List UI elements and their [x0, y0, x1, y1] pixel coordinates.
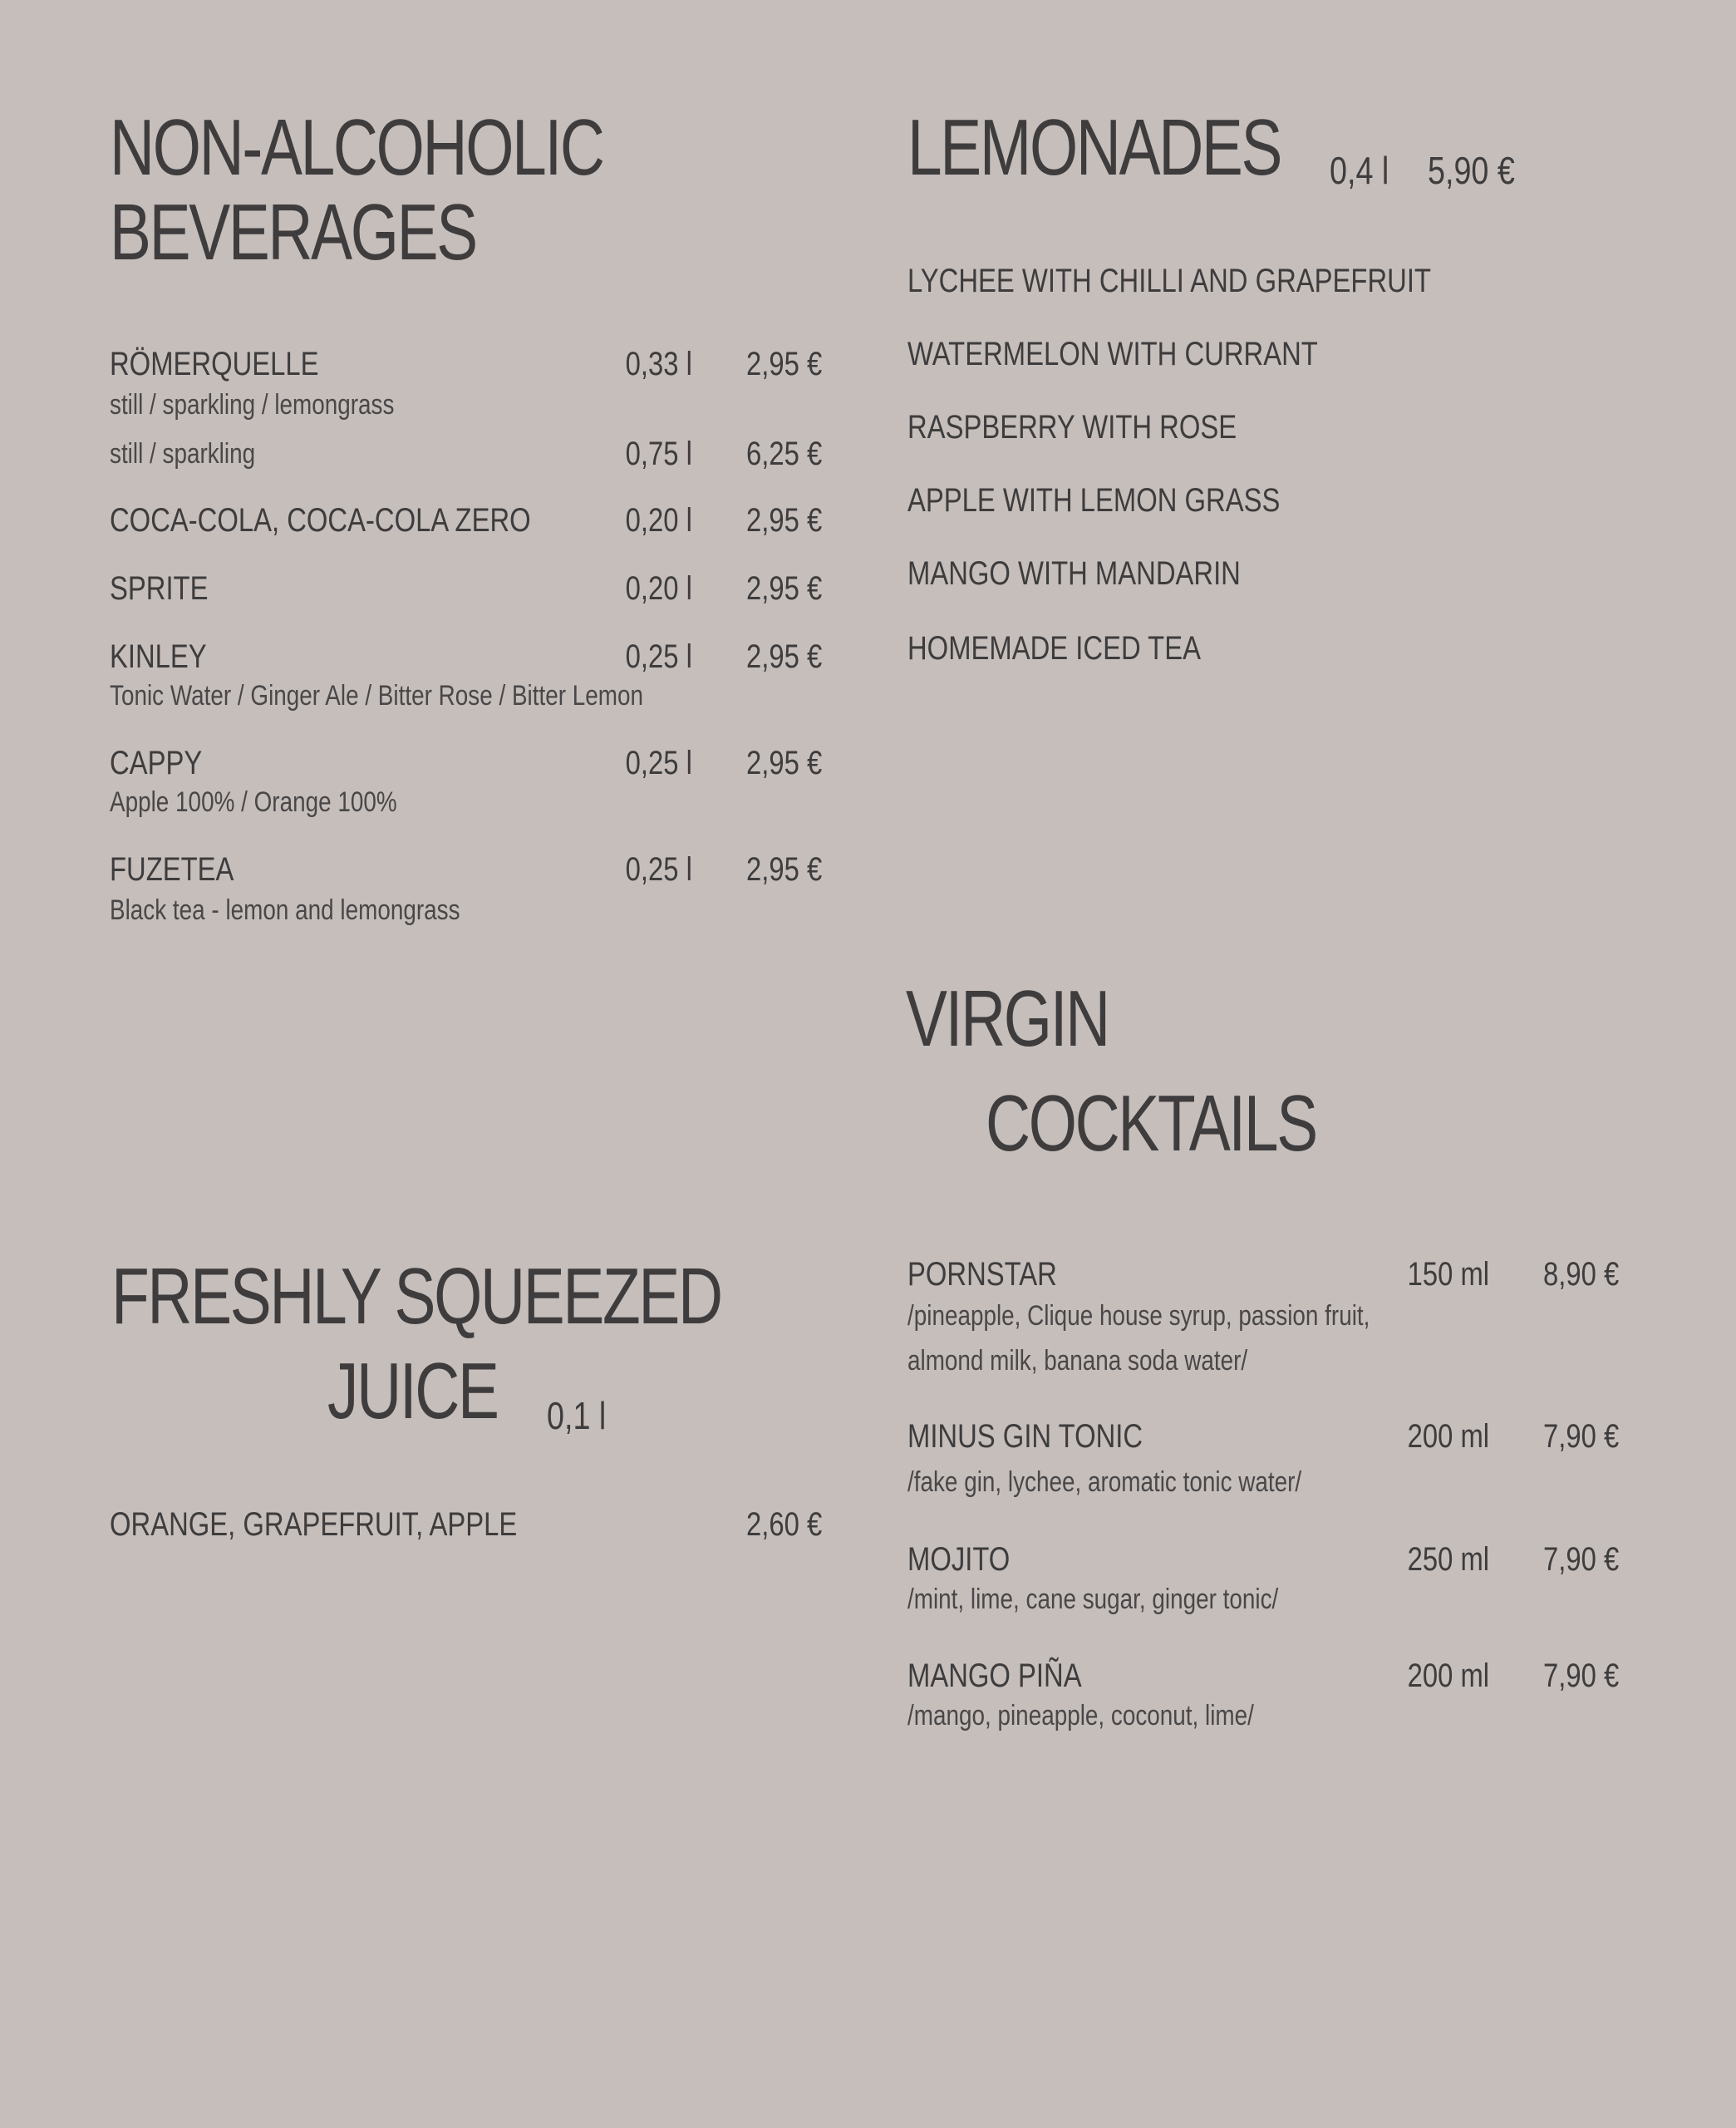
juice-volume: 0,1 l [547, 1394, 607, 1437]
menu-item-description: /pineapple, Clique house syrup, passion fruit, [907, 1300, 1370, 1332]
menu-item-name: CAPPY [110, 745, 203, 781]
virgin-cocktails-title-line2: COCKTAILS [986, 1079, 1316, 1168]
menu-item-description: /mango, pineapple, coconut, lime/ [907, 1700, 1254, 1731]
lemonade-item: APPLE WITH LEMON GRASS [907, 482, 1281, 519]
lemonade-item: WATERMELON WITH CURRANT [907, 336, 1318, 372]
menu-item-description: /mint, lime, cane sugar, ginger tonic/ [907, 1584, 1279, 1615]
menu-item-volume: 0,20 l [625, 502, 692, 539]
lemonade-item: MANGO WITH MANDARIN [907, 555, 1241, 592]
menu-item-description: still / sparkling / lemongrass [110, 389, 395, 421]
menu-item-name: PORNSTAR [907, 1256, 1057, 1293]
menu-item-price: 2,95 € [745, 851, 822, 888]
menu-item-price: 2,95 € [745, 745, 822, 781]
lemonade-item: LYCHEE WITH CHILLI AND GRAPEFRUIT [907, 263, 1431, 299]
menu-item-price: 7,90 € [1542, 1658, 1619, 1694]
lemonades-title: LEMONADES [907, 103, 1281, 192]
menu-item-description: still / sparkling [110, 438, 256, 470]
menu-item-name: MANGO PIÑA [907, 1658, 1082, 1694]
menu-item-price: 2,60 € [745, 1506, 822, 1543]
lemonade-item: HOMEMADE ICED TEA [907, 630, 1201, 667]
menu-item-description: Tonic Water / Ginger Ale / Bitter Rose / Bitter Lemon [110, 680, 644, 712]
menu-item-volume: 200 ml [1407, 1418, 1489, 1455]
menu-item-price: 6,25 € [745, 436, 822, 472]
menu-item-volume: 0,25 l [625, 745, 692, 781]
menu-item-name: KINLEY [110, 638, 207, 675]
lemonades-volume: 0,4 l [1330, 149, 1389, 192]
menu-item-price: 2,95 € [745, 638, 822, 675]
menu-item-price: 2,95 € [745, 502, 822, 539]
menu-item-name: MOJITO [907, 1541, 1011, 1578]
menu-item-volume: 0,20 l [625, 570, 692, 607]
menu-item-volume: 0,75 l [625, 436, 692, 472]
menu-item-price: 2,95 € [745, 346, 822, 382]
menu-item-price: 2,95 € [745, 570, 822, 607]
menu-item-volume: 0,33 l [625, 346, 692, 382]
menu-item-description: /fake gin, lychee, aromatic tonic water/ [907, 1466, 1302, 1498]
lemonades-price: 5,90 € [1428, 149, 1515, 192]
menu-item-name: SPRITE [110, 570, 209, 607]
menu-item-volume: 150 ml [1407, 1256, 1489, 1293]
lemonade-item: RASPBERRY WITH ROSE [907, 409, 1237, 446]
menu-item-description: Apple 100% / Orange 100% [110, 786, 397, 818]
menu-item-name: COCA-COLA, COCA-COLA ZERO [110, 502, 531, 539]
menu-item-description: almond milk, banana soda water/ [907, 1345, 1248, 1377]
menu-item-name: FUZETEA [110, 851, 234, 888]
menu-item-volume: 0,25 l [625, 851, 692, 888]
menu-item-name: RÖMERQUELLE [110, 346, 319, 382]
juice-title-line1: FRESHLY SQUEEZED [111, 1252, 721, 1341]
menu-item-price: 8,90 € [1542, 1256, 1619, 1293]
menu-item-volume: 0,25 l [625, 638, 692, 675]
non-alcoholic-title-line1: NON-ALCOHOLIC [110, 103, 603, 192]
menu-item-price: 7,90 € [1542, 1541, 1619, 1578]
menu-item-price: 7,90 € [1542, 1418, 1619, 1455]
menu-item-name: MINUS GIN TONIC [907, 1418, 1143, 1455]
non-alcoholic-title-line2: BEVERAGES [110, 188, 476, 277]
menu-item-name: ORANGE, GRAPEFRUIT, APPLE [110, 1506, 518, 1543]
menu-item-volume: 250 ml [1407, 1541, 1489, 1578]
menu-item-description: Black tea - lemon and lemongrass [110, 894, 460, 926]
juice-title-line2: JUICE [327, 1347, 498, 1436]
menu-item-volume: 200 ml [1407, 1658, 1489, 1694]
virgin-cocktails-title-line1: VIRGIN [906, 974, 1109, 1063]
